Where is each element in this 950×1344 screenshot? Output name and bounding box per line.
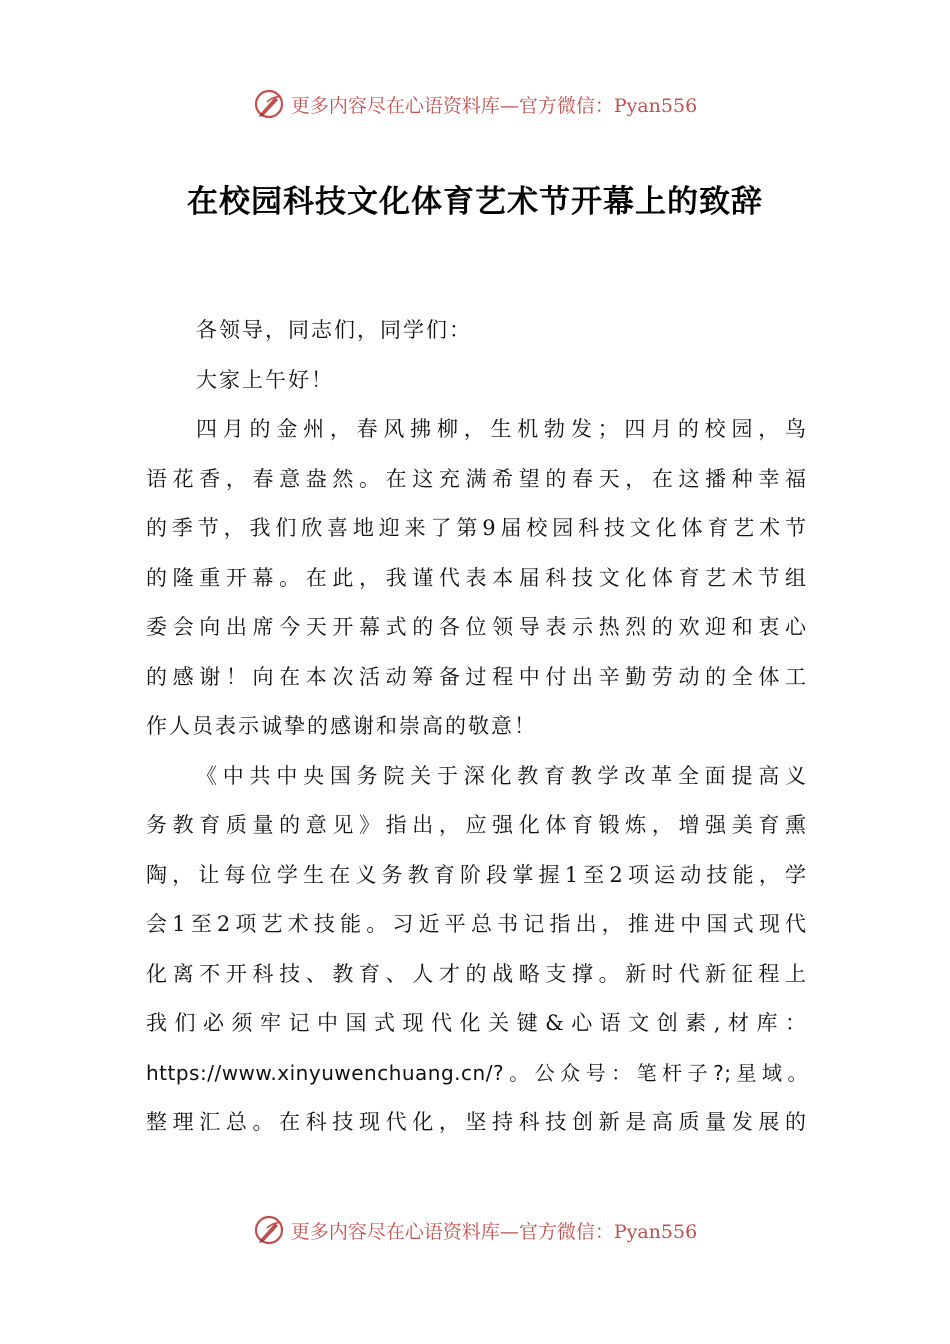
paragraph-line: 会1至2项艺术技能。习近平总书记指出，推进中国式现代 [146,912,808,936]
document-body [146,306,808,1148]
greeting-line: 各领导，同志们，同学们： [196,318,472,342]
paragraph-line: 的隆重开幕。在此，我谨代表本届科技文化体育艺术节组 [146,565,808,590]
paragraph-line: 的感谢！向在本次活动筹备过程中付出辛勤劳动的全体工 [146,664,808,689]
paragraph-line: 作人员表示诚挚的感谢和崇高的敬意！ [146,714,537,738]
paragraph-line: 陶，让每位学生在义务教育阶段掌握1至2项运动技能，学 [146,862,808,887]
greeting-line: 大家上午好！ [196,367,334,392]
footer-watermark [0,1210,950,1250]
watermark-text: 更多内容尽在心语资料库—官方微信：Pyan556 [290,94,698,117]
paragraph-line: 的季节，我们欣喜地迎来了第9届校园科技文化体育艺术节 [146,516,808,540]
paragraph-line: 四月的金州，春风拂柳，生机勃发；四月的校园，鸟 [196,417,808,441]
pen-logo-icon [253,1214,285,1246]
paragraph-line: 委会向出席今天开幕式的各位领导表示热烈的欢迎和衷心 [146,615,808,639]
paragraph-line: 化离不开科技、教育、人才的战略支撑。新时代新征程上 [146,961,808,986]
watermark-text: 更多内容尽在心语资料库—官方微信：Pyan556 [290,1220,698,1243]
paragraph-line: 语花香，春意盎然。在这充满希望的春天，在这播种幸福 [146,466,808,491]
paragraph-line: 务教育质量的意见》指出，应强化体育锻炼，增强美育熏 [146,813,808,837]
paragraph-line: 《中共中央国务院关于深化教育教学改革全面提高义 [196,763,808,788]
page-title: 在校园科技文化体育艺术节开幕上的致辞 [187,184,763,220]
pen-logo-icon [253,88,285,120]
header-watermark [0,84,950,124]
paragraph-line: 整理汇总。在科技现代化，坚持科技创新是高质量发展的 [146,1110,808,1134]
url-line: https://www.xinyuwenchuang.cn/?。公众号：笔杆子?;星域。 [146,1060,808,1085]
paragraph-line: 我们必须牢记中国式现代化关键&心语文创素,材库： [146,1011,808,1035]
